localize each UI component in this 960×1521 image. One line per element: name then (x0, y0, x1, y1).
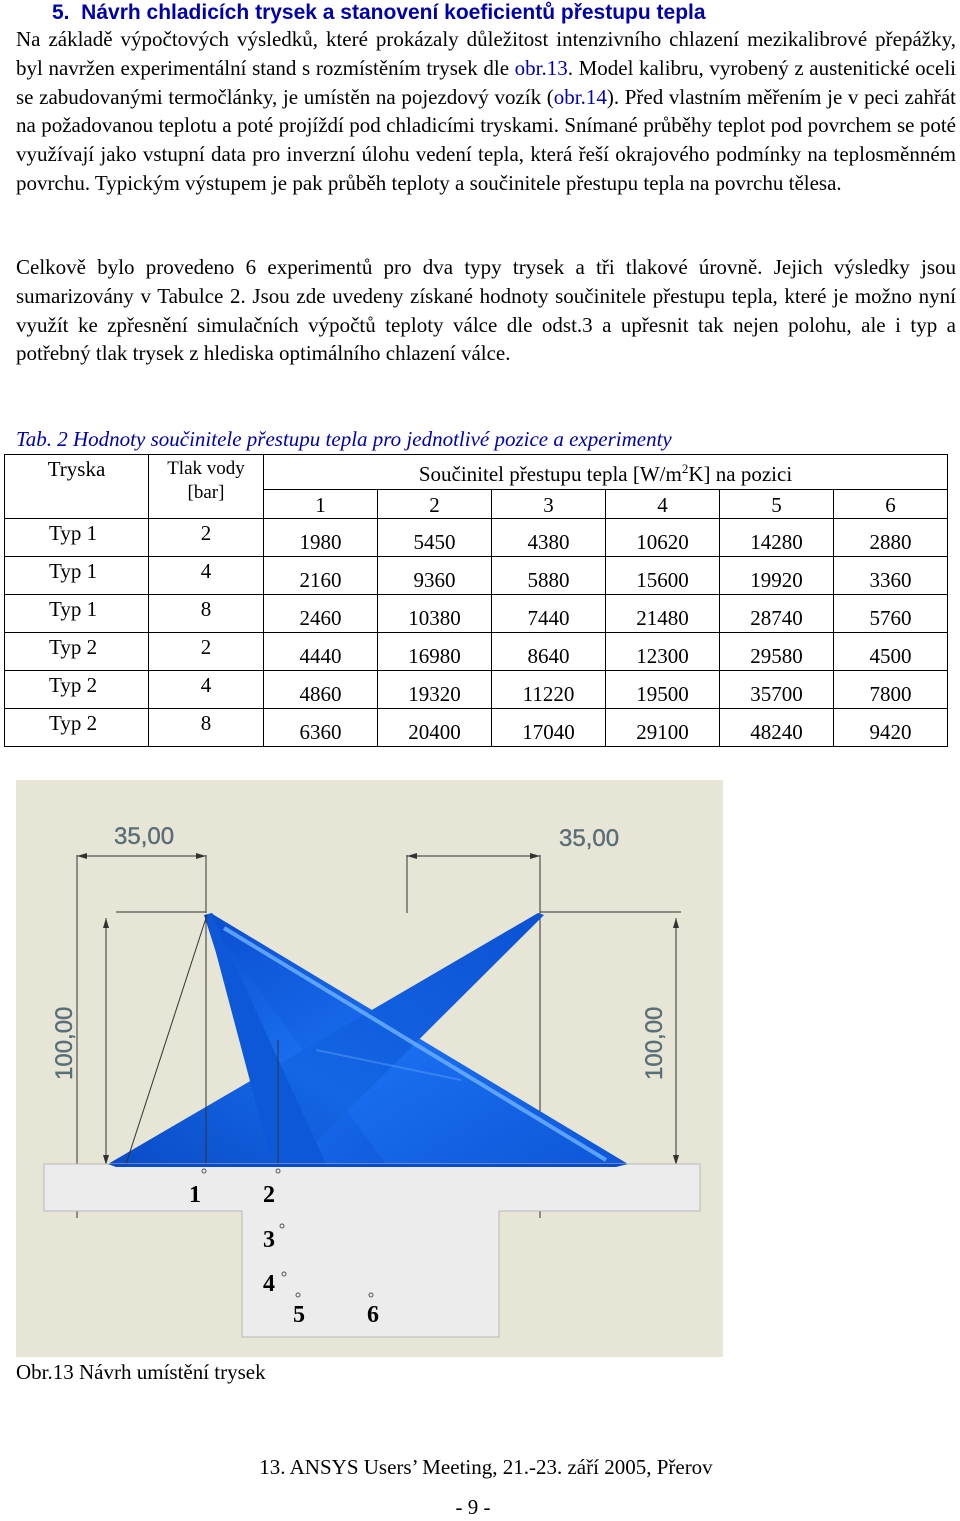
paragraph-2-text: Celkově bylo provedeno 6 experimentů pro dva typy trysek a tři tlakové úrovně. Jejich výsledky jsou sumarizovány v (16, 255, 956, 308)
header-group-text: Součinitel přestupu tepla [W/m (418, 462, 682, 486)
cell-value: 28740 (720, 595, 834, 633)
paragraph-1-text: ). Před vlastním měřením je v peci zahřát na požadovanou teplotu a poté projíždí pod chladicími tryskami. Snímané průběhy teplot pod povrchem se poté využívají jako vstupní data pro inverzní úlohu vedení tepla, která řeší okrajového podmínky na teplosměnném povrchu. Typickým výstupem je pak průběh teploty a součinitele přestupu tepla na povrchu tělesa. (16, 84, 956, 195)
cell-typ: Typ 2 (5, 671, 149, 709)
header-position: 2 (378, 490, 492, 519)
cell-value: 2460 (264, 595, 378, 633)
header-tlak (149, 455, 264, 519)
cell-value: 19500 (606, 671, 720, 709)
cell-typ: Typ 1 (5, 557, 149, 595)
header-tlak-line2: [bar] (187, 482, 225, 503)
position-label-6: 6 (367, 1302, 379, 1328)
cell-value: 4380 (492, 519, 606, 557)
header-position: 4 (606, 490, 720, 519)
cell-value: 29100 (606, 709, 720, 747)
paragraph-1-text: . Model kalibru, vyrobený z austenitické oceli se zabudovanými termočlánky, je umístěn na pojezdový vozík ( (16, 55, 956, 109)
figure-caption: Obr.13 Návrh umístění trysek (16, 1360, 266, 1384)
position-label-3: 3 (263, 1227, 275, 1253)
paragraph-2-text: a upřesnit tak nejen polohu, ale i typ a potřebný tlak trysek z hlediska optimálního chlazení válce. (16, 312, 956, 366)
table-row (5, 633, 948, 671)
cell-value: 35700 (720, 671, 834, 709)
cell-value: 4860 (264, 671, 378, 709)
page-number: - 9 - (455, 1495, 491, 1519)
paragraph-1 (16, 25, 956, 198)
table-row (5, 595, 948, 633)
cell-value: 2160 (264, 557, 378, 595)
table-header-row (5, 455, 948, 490)
cell-value: 10380 (378, 595, 492, 633)
cell-value: 9420 (834, 709, 948, 747)
position-label-2: 2 (263, 1182, 275, 1208)
nozzle-layout-figure (16, 780, 723, 1357)
jet-base (108, 1164, 628, 1167)
coefficient-table (4, 454, 948, 747)
position-label-1: 1 (189, 1182, 201, 1208)
table-2-reference: Tabulce 2 (157, 283, 241, 308)
cell-value: 5760 (834, 595, 948, 633)
cell-value: 9360 (378, 557, 492, 595)
cell-value: 5450 (378, 519, 492, 557)
cell-value: 16980 (378, 633, 492, 671)
cell-tlak: 8 (149, 595, 264, 633)
cell-value: 10620 (606, 519, 720, 557)
table-row (5, 557, 948, 595)
cell-value: 29580 (720, 633, 834, 671)
cell-value: 12300 (606, 633, 720, 671)
cell-value: 8640 (492, 633, 606, 671)
header-position: 6 (834, 490, 948, 519)
cell-value: 7800 (834, 671, 948, 709)
cell-value: 20400 (378, 709, 492, 747)
cell-typ: Typ 2 (5, 633, 149, 671)
cell-value: 14280 (720, 519, 834, 557)
cell-value: 1980 (264, 519, 378, 557)
paragraph-2 (16, 253, 956, 368)
cell-tlak: 8 (149, 709, 264, 747)
table-row (5, 709, 948, 747)
table-caption: Tab. 2 Hodnoty součinitele přestupu tepla pro jednotlivé pozice a experimenty (16, 427, 672, 451)
header-position: 3 (492, 490, 606, 519)
header-coefficient-group (264, 455, 948, 490)
cell-tlak: 4 (149, 557, 264, 595)
cell-value: 48240 (720, 709, 834, 747)
header-group-sup: 2 (681, 461, 689, 476)
header-tryska: Tryska (5, 455, 149, 519)
cell-value: 4500 (834, 633, 948, 671)
paragraph-2-text: . Jsou zde uvedeny získané hodnoty součinitele přestupu tepla, které je možno nyní využít ke zpřesnění simulačních výpočtů teploty válce dle (16, 283, 956, 337)
header-tlak-line1: Tlak vody (167, 458, 245, 479)
figure-14-reference: obr.14 (553, 84, 607, 109)
cell-value: 6360 (264, 709, 378, 747)
position-label-4: 4 (263, 1271, 275, 1297)
cooling-jets (108, 913, 628, 1164)
table-row (5, 671, 948, 709)
cell-value: 5880 (492, 557, 606, 595)
cell-typ: Typ 1 (5, 519, 149, 557)
position-label-5: 5 (293, 1302, 305, 1328)
dim-left-top: 35,00 (114, 823, 175, 850)
dim-right-top: 35,00 (559, 825, 620, 852)
table-row (5, 519, 948, 557)
cell-value: 4440 (264, 633, 378, 671)
cell-value: 19320 (378, 671, 492, 709)
dim-left-vertical: 100,00 (51, 1006, 78, 1080)
section-3-reference: odst.3 (541, 312, 593, 337)
cell-tlak: 4 (149, 671, 264, 709)
header-group-text-end: K] na pozici (688, 462, 793, 486)
cell-value: 11220 (492, 671, 606, 709)
paragraph-1-text: Na základě výpočtových výsledků, které prokázaly důležitost intenzivního chlazení mezikalibrové přepážky, byl navržen experimentální stand s rozmístěním trysek dle (16, 27, 956, 80)
cell-tlak: 2 (149, 633, 264, 671)
cell-value: 7440 (492, 595, 606, 633)
header-position: 5 (720, 490, 834, 519)
cell-tlak: 2 (149, 519, 264, 557)
cell-value: 2880 (834, 519, 948, 557)
page-footer: 13. ANSYS Users’ Meeting, 21.-23. září 2005, Přerov (259, 1455, 713, 1479)
figure-13-reference: obr.13 (514, 55, 568, 80)
dim-right-vertical: 100,00 (641, 1006, 668, 1080)
section-heading: 5. Návrh chladicích trysek a stanovení koeficientů přestupu tepla (52, 1, 706, 24)
cell-typ: Typ 1 (5, 595, 149, 633)
cell-value: 15600 (606, 557, 720, 595)
header-position: 1 (264, 490, 378, 519)
nozzle-layout-drawing (16, 780, 723, 1357)
cell-value: 3360 (834, 557, 948, 595)
cell-typ: Typ 2 (5, 709, 149, 747)
cell-value: 19920 (720, 557, 834, 595)
cell-value: 17040 (492, 709, 606, 747)
cell-value: 21480 (606, 595, 720, 633)
